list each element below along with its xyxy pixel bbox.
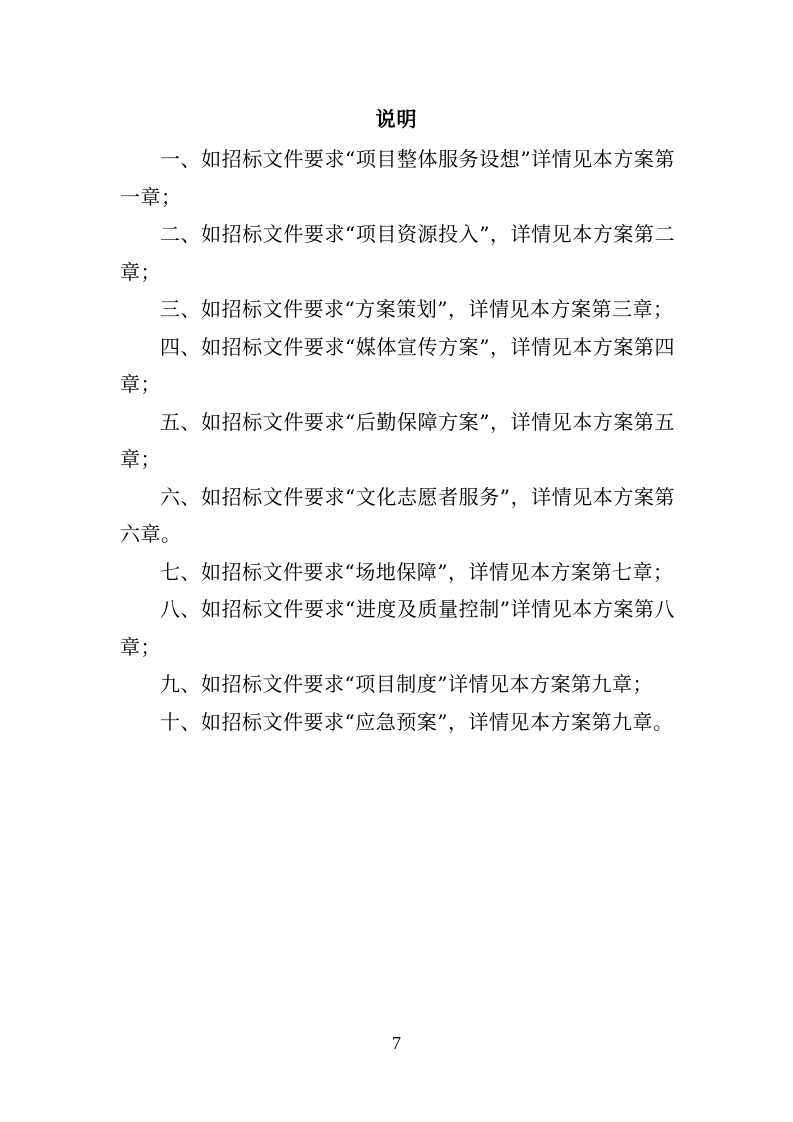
paragraph-6: 六、如招标文件要求“文化志愿者服务”，详情见本方案第六章。 <box>120 484 675 546</box>
paragraph-5: 五、如招标文件要求“后勤保障方案”，详情见本方案第五章； <box>120 409 675 471</box>
paragraph-2: 二、如招标文件要求“项目资源投入”，详情见本方案第二章； <box>120 222 675 284</box>
paragraph-4: 四、如招标文件要求“媒体宣传方案”，详情见本方案第四章； <box>120 334 675 396</box>
paragraph-1: 一、如招标文件要求“项目整体服务设想”详情见本方案第一章； <box>120 147 675 209</box>
paragraph-10: 十、如招标文件要求“应急预案”，详情见本方案第九章。 <box>160 709 674 734</box>
page-title: 说明 <box>375 107 418 131</box>
paragraph-3: 三、如招标文件要求“方案策划”，详情见本方案第三章； <box>160 297 674 321</box>
page-number: 7 <box>392 1033 401 1053</box>
paragraph-8: 八、如招标文件要求“进度及质量控制”详情见本方案第八章； <box>120 597 675 659</box>
paragraph-7: 七、如招标文件要求“场地保障”，详情见本方案第七章； <box>160 559 674 584</box>
document-body <box>120 141 675 741</box>
paragraph-9: 九、如招标文件要求“项目制度”详情见本方案第九章； <box>160 672 653 696</box>
